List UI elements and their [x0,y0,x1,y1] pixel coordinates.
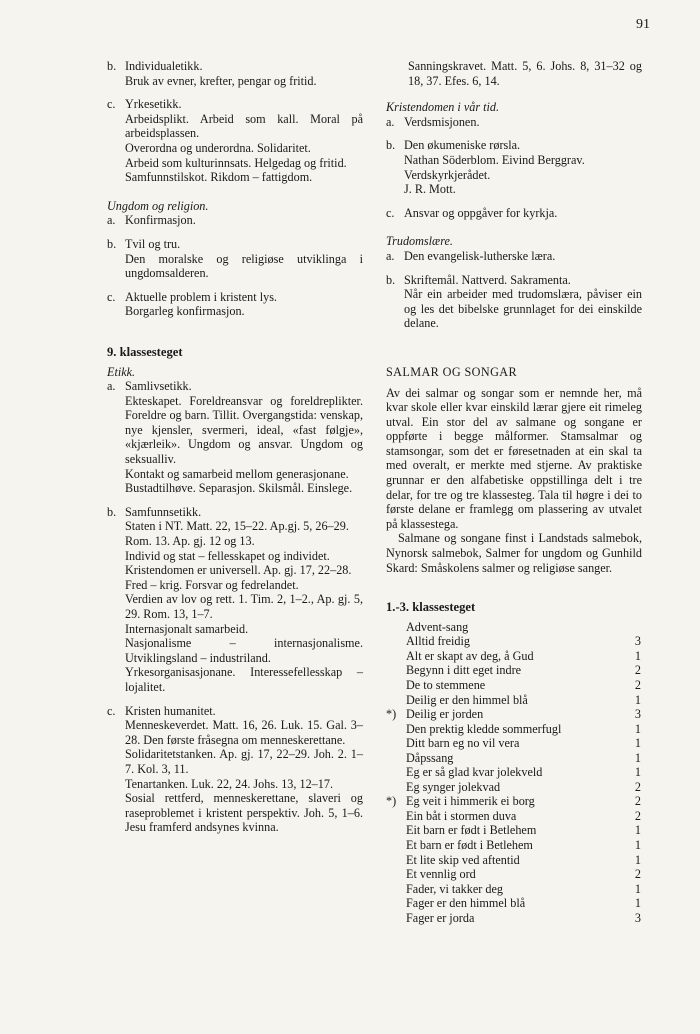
item-line: Borgarleg konfirmasjon. [125,304,245,319]
song-title: Ditt barn eg no vil vera [406,736,520,751]
song-row [386,678,642,693]
song-star-mark: *) [386,794,397,809]
song-title: Ein båt i stormen duva [406,808,517,823]
item-line: Arbeidsplikt. Arbeid som kall. Moral på arbeidsplassen. [125,111,363,141]
song-row [386,853,642,868]
song-list [386,620,642,925]
section-heading-9: 9. klassesteget [107,344,183,359]
song-title: Et vennlig ord [406,867,476,882]
song-grade: 1 [634,736,641,751]
trudomslaere-item-a [386,249,642,264]
kristendomen-item-b [386,138,642,196]
item-line: Arbeid som kulturinnsats. Helgedag og fritid. [125,155,347,170]
song-title: Fader, vi takker deg [406,881,503,896]
item-line: Sosial rettferd, menneskerettane, slaveri og raseproblemet i kristent perspektiv. Joh. 5, 1–6. Jesu framferd andsynes kvinna. [125,791,363,835]
song-star-mark: *) [386,707,397,722]
item-line: J. R. Mott. [404,182,456,197]
item-line: Ansvar og oppgåver for kyrkja. [404,205,558,220]
item-line: Den økumeniske rørsla. [404,138,521,153]
ungdom-item-a [107,213,363,228]
song-title: Advent-sang [406,619,469,634]
song-row [386,896,642,911]
salmar-paragraph-2: Salmane og songane finst i Landstads salmebok, Nynorsk salmebok, Salmer for ungdom og Gunhild Skard: Småskolens salmer og religiøse sanger. [386,531,642,575]
item-label: b. [107,504,117,519]
song-grade: 1 [634,750,641,765]
item-line: Bruk av evner, krefter, pengar og fritid. [125,73,317,88]
song-row [386,722,642,737]
item-line: Ekteskapet. Foreldreansvar og foreldreplikter. Foreldre og barn. Tillit. Overgangstida: venskap, nye kjensler, svermeri, ideal, «fast følgje», «kjærleik». Ungdom og ansvar. Ungdom og seksualliv. [125,393,363,467]
song-title: Begynn i ditt eget indre [406,663,522,678]
subheading-ungdom: Ungdom og religion. [107,198,209,213]
item-line: Individualetikk. [125,59,203,73]
song-grade: 2 [634,663,641,678]
song-row [386,765,642,780]
section-heading-1-3: 1.-3. klassesteget [386,600,476,615]
kristendomen-item-a [386,115,642,130]
item-label: b. [386,138,396,153]
section-heading-salmar: SALMAR OG SONGAR [386,364,518,379]
song-title: Fager er den himmel blå [406,896,526,911]
song-grade: 3 [634,634,641,649]
song-grade: 1 [634,838,641,853]
song-title: Eg synger jolekvad [406,779,501,794]
subheading-trudomslaere: Trudomslære. [386,234,453,249]
song-grade: 1 [634,852,641,867]
song-grade: 1 [634,881,641,896]
song-title: Et lite skip ved aftentid [406,852,520,867]
song-row [386,867,642,882]
item-line: Kristen humanitet. [125,703,216,718]
song-title: Deilig er jorden [406,707,484,722]
song-title: Alltid freidig [406,634,470,649]
item-label: c. [107,703,116,718]
item-line: Tvil og tru. [125,236,181,251]
song-grade: 1 [634,823,641,838]
item-line: Internasjonalt samarbeid. [125,621,249,636]
item-line: Samfunnstilskot. Rikdom – fattigdom. [125,170,313,185]
item-line: Tenartanken. Luk. 22, 24. Johs. 13, 12–17. [125,776,333,791]
kristendomen-item-c [386,206,642,221]
item-line: Verdskyrkjerådet. [404,167,491,182]
item-line: Den evangelisk-lutherske læra. [404,248,556,263]
song-grade: 2 [634,867,641,882]
item-line: Menneskeverdet. Matt. 16, 26. Luk. 15. Gal. 3–28. Den første fråsegna om menneskerettane. [125,718,363,747]
item-line: Verdien av lov og rett. 1. Tim. 2, 1–2., Ap. gj. 5, 29. Rom. 13, 1–7. [125,592,363,621]
item-line: Verdsmisjonen. [404,114,480,129]
salmar-paragraph-1: Av dei salmar og songar som er nemnde her, må kvar skole eller kvar einskild lærar gjere eit rimeleg utval. Ein stor del av salmane og songane er oppførte i begge målformer. Stamsalmar og stamsongar, som det er føresetnaden at ein skal ta med overalt, er merkte med stjerne. Av praktiske grunnar er den alfabetiske oppstillinga delt i tre delar, for tre og tre klassesteg. Tala til høgre i dei to første delane er framlegg om plassering av utvalet på klassestega. [386,385,642,531]
klasse9-item-c [107,704,363,835]
item-line: Nasjonalisme – internasjonalisme. Utviklingsland – industriland. [125,636,363,665]
item-line: Solidaritetstanken. Ap. gj. 17, 22–29. Joh. 2. 1–7. Kol. 3, 11. [125,747,363,776]
item-label: a. [386,248,395,263]
song-row [386,634,642,649]
song-title: Eg er så glad kvar jolekveld [406,765,543,780]
item-line: Skriftemål. Nattverd. Sakramenta. [404,272,571,287]
song-title: Den prektig kledde sommerfugl [406,721,562,736]
item-line: Samlivsetikk. [125,379,192,394]
song-row [386,911,642,926]
item-line: Individ og stat – fellesskapet og individet. [125,548,330,563]
song-grade: 1 [634,896,641,911]
song-title: De to stemmene [406,678,486,692]
song-row [386,882,642,897]
item-label: b. [107,59,117,73]
song-row [386,809,642,824]
item-label: c. [107,97,116,112]
item-label: c. [107,289,116,304]
song-title: Eit barn er født i Betlehem [406,823,537,838]
song-grade: 1 [634,765,641,780]
song-grade: 1 [634,648,641,663]
trudomslaere-item-b [386,273,642,331]
item-line: Kontakt og samarbeid mellom generasjonane. [125,466,349,481]
ungdom-item-c [107,290,363,319]
song-title: Et barn er født i Betlehem [406,838,533,853]
item-label: a. [107,213,116,228]
song-grade: 1 [634,721,641,736]
song-row [386,780,642,795]
song-row [386,751,642,766]
page-number: 91 [636,17,650,32]
right-column [386,59,642,925]
song-row [386,663,642,678]
item-line: Kristendomen er universell. Ap. gj. 17, 22–28. [125,563,352,578]
item-line: Nathan Söderblom. Eivind Berggrav. [404,152,585,167]
item-line: Bustadtilhøve. Separasjon. Skilsmål. Einslege. [125,481,353,496]
song-row [386,620,642,635]
song-row [386,823,642,838]
song-row [386,693,642,708]
song-grade: 1 [634,692,641,707]
item-line: Yrkesetikk. [125,97,182,112]
sanningskravet [386,59,642,88]
item-label: c. [386,205,395,220]
song-row [386,794,642,809]
song-grade: 3 [634,910,641,925]
subheading-kristendomen: Kristendomen i vår tid. [386,100,500,115]
item-line: Aktuelle problem i kristent lys. [125,289,277,304]
ungdom-item-b [107,237,363,281]
section-c-yrkesetikk [107,97,363,185]
item-line: Konfirmasjon. [125,213,196,228]
item-line: Når ein arbeider med trudomslæra, påviser ein og les det bibelske grunnlaget for dei einskilde delane. [404,287,642,331]
song-grade: 2 [634,794,641,809]
song-row [386,838,642,853]
item-line: Yrkesorganisasjonane. Interessefellesskap – lojalitet. [125,665,363,694]
item-line: Staten i NT. Matt. 22, 15–22. Ap.gj. 5, 26–29. [125,519,349,534]
song-row [386,707,642,722]
item-line: Sanningskravet. Matt. 5, 6. Johs. 8, 31–32 og 18, 37. Efes. 6, 14. [408,59,642,88]
song-grade: 2 [634,678,641,692]
item-label: b. [386,272,396,287]
item-label: a. [107,379,116,394]
song-grade: 3 [634,707,641,722]
song-title: Deilig er den himmel blå [406,692,528,707]
klasse9-item-b [107,505,363,695]
item-line: Fred – krig. Forsvar og fedrelandet. [125,577,299,592]
item-line: Rom. 13. Ap. gj. 12 og 13. [125,534,255,549]
song-grade: 2 [634,808,641,823]
left-column [107,59,363,835]
song-title: Eg veit i himmerik ei borg [406,794,535,809]
item-label: b. [107,236,117,251]
subheading-etikk: Etikk. [107,364,136,379]
klasse9-item-a [107,379,363,496]
item-line: Samfunnsetikk. [125,504,202,519]
item-line: Den moralske og religiøse utviklinga i ungdomsalderen. [125,251,363,281]
item-line: Overordna og underordna. Solidaritet. [125,140,311,155]
item-label: a. [386,114,395,129]
song-row [386,736,642,751]
song-title: Fager er jorda [406,910,475,925]
section-b-individualetikk [107,59,363,88]
song-row [386,649,642,664]
song-title: Alt er skapt av deg, å Gud [406,648,534,663]
song-title: Dåpssang [406,750,454,765]
song-grade: 2 [634,779,641,794]
